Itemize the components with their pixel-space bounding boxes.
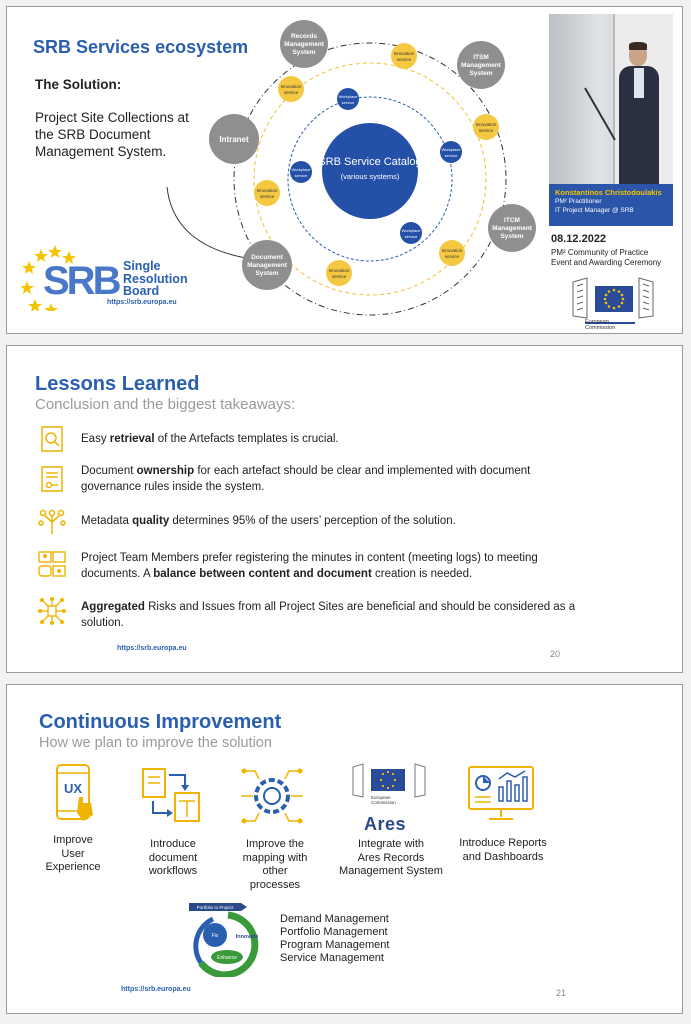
speaker-nameband xyxy=(549,184,673,226)
svg-text:Innovation: Innovation xyxy=(280,84,302,89)
workplace-service-node xyxy=(400,222,422,244)
slide-title: Continuous Improvement xyxy=(39,711,282,733)
improvement-item-label: Introduce Reports and Dashboards xyxy=(459,837,547,863)
improvement-item-label: Improve the mapping with other processes xyxy=(242,838,308,891)
management-item: Portfolio Management xyxy=(280,926,388,938)
event-name: PM² Community of Practice Event and Awarding Ceremony xyxy=(551,248,662,267)
svg-text:Innovation: Innovation xyxy=(393,51,415,56)
svg-text:Commission: Commission xyxy=(371,800,396,805)
svg-text:Management: Management xyxy=(284,41,324,48)
slide-subtitle: Conclusion and the biggest takeaways: xyxy=(35,396,296,413)
svg-text:Innovation: Innovation xyxy=(475,122,497,127)
speaker-role2: IT Project Manager @ SRB xyxy=(555,207,634,214)
innovation-service-node xyxy=(439,240,465,266)
ares-logo-text: Ares xyxy=(364,814,407,834)
solution-heading: The Solution: xyxy=(35,77,122,92)
lesson-item: Metadata quality determines 95% of the users’ perception of the solution. xyxy=(81,515,456,527)
european-commission-logo xyxy=(351,761,427,811)
svg-text:Intranet: Intranet xyxy=(219,135,249,144)
srb-url[interactable]: https://srb.europa.eu xyxy=(117,645,187,652)
innovation-service-node xyxy=(254,180,280,206)
metadata-tree-icon xyxy=(37,506,67,536)
svg-text:System: System xyxy=(292,49,316,56)
lesson-item: Project Team Members prefer registering the minutes in content (meeting logs) to meeting documents. A balance between content and document creation is needed. xyxy=(81,552,538,580)
svg-text:service: service xyxy=(396,57,412,62)
svg-text:Workplace: Workplace xyxy=(441,147,461,152)
solution-text: Project Site Collections at the SRB Document Management System. xyxy=(35,110,189,159)
page-number: 20 xyxy=(550,649,561,659)
management-list xyxy=(280,913,389,965)
svg-text:service: service xyxy=(478,128,494,133)
slide-title: SRB Services ecosystem xyxy=(33,37,249,57)
slide-continuous-improvement xyxy=(6,684,683,1014)
ec-small-text: European xyxy=(371,795,391,800)
svg-text:service: service xyxy=(259,194,275,199)
svg-text:service: service xyxy=(444,254,460,259)
svg-text:service: service xyxy=(341,100,355,105)
event-date: 08.12.2022 xyxy=(551,233,607,245)
reports-dashboard-icon xyxy=(465,765,537,823)
records-management-node xyxy=(280,20,328,68)
svg-text:Innovation: Innovation xyxy=(328,268,350,273)
lesson-item: Aggregated Risks and Issues from all Project Sites are beneficial and should be considered as a solution. xyxy=(81,601,576,629)
ux-text: UX xyxy=(63,781,83,796)
speaker-role1: PM² Practitioner xyxy=(555,198,602,205)
srb-url[interactable]: https://srb.europa.eu xyxy=(107,299,177,306)
svg-text:Workplace: Workplace xyxy=(291,167,311,172)
improvement-item-label: Integrate with Ares Records Management System xyxy=(339,838,443,877)
improvement-item-label: Improve User Experience xyxy=(45,834,101,873)
svg-text:Fix: Fix xyxy=(211,933,219,939)
svg-text:Management: Management xyxy=(492,225,532,232)
svg-text:Innovation: Innovation xyxy=(256,188,278,193)
intranet-node xyxy=(209,114,259,164)
meeting-logs-icon xyxy=(37,550,67,580)
speaker-video xyxy=(549,14,673,184)
svg-text:System: System xyxy=(469,70,493,77)
aggregation-icon xyxy=(37,596,67,626)
management-item: Program Management xyxy=(280,939,390,951)
catalog-title-text: SRB Service Catalog xyxy=(318,156,422,168)
svg-text:Portfolio to Project: Portfolio to Project xyxy=(196,905,234,910)
catalog-subtitle-text: (various systems) xyxy=(340,172,400,181)
lesson-item: Document ownership for each artefact should be clear and implemented with document governance rules inside the system. xyxy=(81,465,531,493)
svg-text:Innovation: Innovation xyxy=(441,248,463,253)
improvement-item-label: Introduce document workflows xyxy=(148,838,198,877)
document-search-icon xyxy=(37,424,67,454)
svg-text:service: service xyxy=(283,90,299,95)
innovation-service-node xyxy=(326,260,352,286)
fix-innovate-enhance-cycle xyxy=(185,901,271,977)
workplace-service-node xyxy=(290,161,312,183)
document-management-node xyxy=(242,240,292,290)
svg-text:Workplace: Workplace xyxy=(338,94,358,99)
srb-logo-letters: SRB xyxy=(43,259,119,303)
document-workflow-icon xyxy=(139,765,203,825)
srb-url[interactable]: https://srb.europa.eu xyxy=(121,986,191,993)
srb-full-name: Single Resolution Board xyxy=(123,259,188,298)
svg-text:ITSM: ITSM xyxy=(473,54,489,61)
innovation-service-node xyxy=(391,43,417,69)
svg-text:Innovate: Innovate xyxy=(235,934,259,940)
svg-text:Records: Records xyxy=(290,33,318,40)
svg-text:ITCM: ITCM xyxy=(504,217,520,224)
lesson-item: Easy retrieval of the Artefacts templates is crucial. xyxy=(81,433,339,445)
svg-text:Workplace: Workplace xyxy=(401,228,421,233)
svg-text:System: System xyxy=(500,233,524,240)
itcm-management-node xyxy=(488,204,536,252)
svg-text:System: System xyxy=(255,270,279,277)
svg-text:service: service xyxy=(331,274,347,279)
european-commission-logo xyxy=(569,274,669,330)
svg-text:Management: Management xyxy=(247,262,287,269)
workplace-service-node xyxy=(440,141,462,163)
management-item: Demand Management xyxy=(280,913,389,925)
service-catalog-node xyxy=(322,123,418,219)
svg-text:service: service xyxy=(294,173,308,178)
gear-mapping-icon xyxy=(239,765,305,827)
svg-text:service: service xyxy=(404,234,418,239)
slide-lessons-learned xyxy=(6,345,683,673)
innovation-service-node xyxy=(278,76,304,102)
svg-text:Enhance: Enhance xyxy=(217,955,237,961)
speaker-name: Konstantinos Christodoulakis xyxy=(555,188,662,197)
svg-text:service: service xyxy=(444,153,458,158)
svg-text:Document: Document xyxy=(251,254,283,261)
ec-logo-text: European Commission xyxy=(585,319,616,331)
workplace-service-node xyxy=(337,88,359,110)
svg-text:Management: Management xyxy=(461,62,501,69)
management-item: Service Management xyxy=(280,952,384,964)
itsm-management-node xyxy=(457,41,505,89)
ux-phone-icon xyxy=(53,763,97,825)
page-number: 21 xyxy=(556,988,567,998)
slide-title: Lessons Learned xyxy=(35,373,200,395)
slide-srb-services-ecosystem xyxy=(6,6,683,334)
slide-subtitle: How we plan to improve the solution xyxy=(39,735,272,751)
document-key-icon xyxy=(37,464,67,494)
innovation-service-node xyxy=(473,114,499,140)
